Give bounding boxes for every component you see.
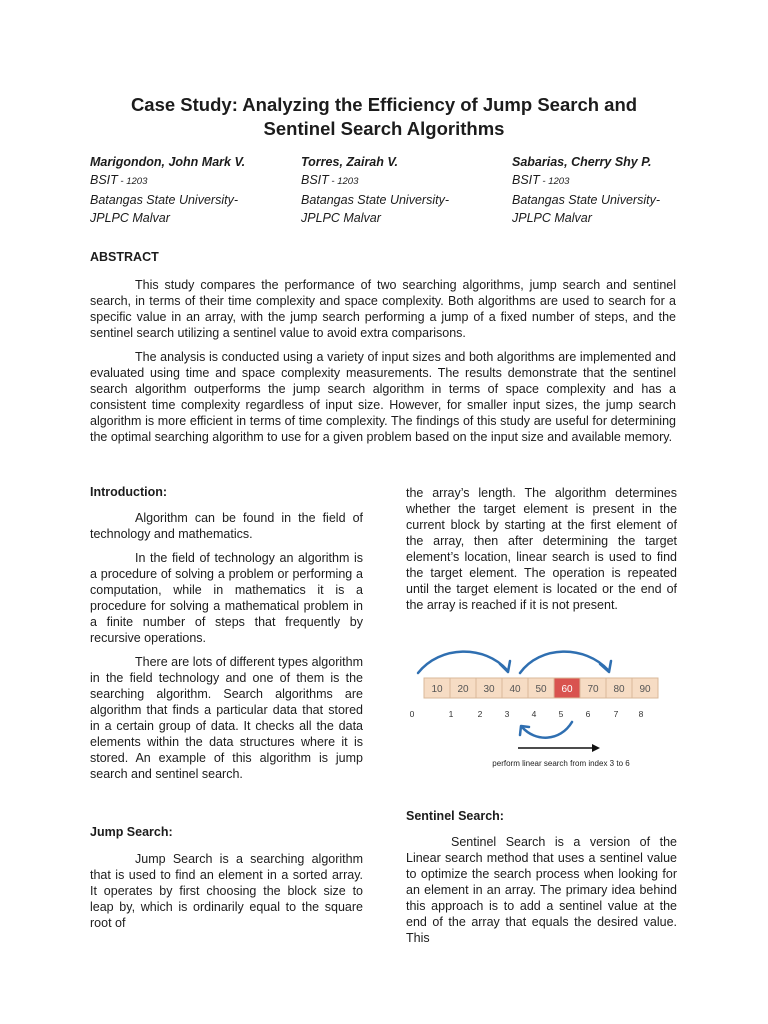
sentinel-search-paragraph: Sentinel Search is a version of the Linear search method that uses a sentinel value to optimize the search process when looking for an element in an array. The primary idea behind this approach is to add a sentinel value at the end of the array that equals the desired value. This <box>406 835 677 945</box>
author-university: Batangas State University- <box>512 193 660 207</box>
section-code: - 1203 <box>117 176 148 187</box>
right-column <box>406 485 677 613</box>
intro-paragraph-2: In the field of technology an algorithm is a procedure of solving a problem or performing a computation, while in mathematics it is a procedure for solving a mathematical problem in a finite number of steps that frequently by recursive operations. <box>90 551 363 645</box>
array-index: 2 <box>477 709 483 719</box>
section-code: - 1203 <box>328 176 359 187</box>
array-value: 20 <box>457 684 469 695</box>
array-value: 30 <box>483 684 495 695</box>
author-program <box>301 171 511 191</box>
paper-title <box>40 93 728 141</box>
section-code: - 1203 <box>539 176 570 187</box>
abstract-heading: ABSTRACT <box>90 250 159 264</box>
linear-scan-arrow-head <box>592 744 600 752</box>
array-index: 1 <box>448 709 454 719</box>
author-name: Sabarias, Cherry Shy P. <box>512 155 652 169</box>
author-university: Batangas State University- <box>90 193 238 207</box>
figure-caption: perform linear search from index 3 to 6 <box>492 759 630 768</box>
sentinel-search-heading: Sentinel Search: <box>406 809 504 823</box>
array-value: 70 <box>587 684 599 695</box>
array-index: 5 <box>558 709 564 719</box>
array-index: 8 <box>638 709 644 719</box>
jump-arrow-2 <box>520 652 608 673</box>
array-value: 90 <box>639 684 651 695</box>
author-name: Marigondon, John Mark V. <box>90 155 246 169</box>
array-indices <box>410 709 644 719</box>
author-campus: JPLPC Malvar <box>301 211 381 225</box>
author-university: Batangas State University- <box>301 193 449 207</box>
author-block-3 <box>512 153 722 227</box>
abstract-body <box>90 277 676 445</box>
array-value: 60 <box>561 684 573 695</box>
abstract-paragraph-2: The analysis is conducted using a variety of input sizes and both algorithms are implemented and evaluated using time and space complexity measurements. The results demonstrate that the sentinel search algorithm outperforms the jump search algorithm in terms of space complexity and has a consistent time complexity regardless of input size. However, for smaller input sizes, the jump search algorithm is more efficient in terms of time complexity. The findings of this study are useful for determining the optimal searching algorithm to use for a given problem based on the input size and available memory. <box>90 350 676 444</box>
array-value: 40 <box>509 684 521 695</box>
array-index: 3 <box>504 709 510 719</box>
author-block-2 <box>301 153 511 227</box>
jump-search-figure <box>400 630 690 780</box>
program-code: BSIT <box>512 173 540 187</box>
author-program <box>90 171 300 191</box>
array-value: 10 <box>431 684 443 695</box>
jump-arrow-1 <box>418 652 507 673</box>
intro-paragraph-3: There are lots of different types algorithm in the field technology and one of them is the searching algorithm. Search algorithms are algorithm that finds a particular data that stored in a certain group of data. It checks all the data elements within the data structures where it is stored. An example of this algorithm is jump search and sentinel search. <box>90 655 363 781</box>
array-value: 50 <box>535 684 547 695</box>
author-campus: JPLPC Malvar <box>90 211 170 225</box>
array-index: 4 <box>531 709 537 719</box>
author-campus: JPLPC Malvar <box>512 211 592 225</box>
left-column <box>90 510 363 782</box>
array-cells <box>424 678 658 698</box>
title-line-1: Case Study: Analyzing the Efficiency of Jump Search and <box>130 94 638 115</box>
array-index: 0 <box>409 709 415 719</box>
program-code: BSIT <box>301 173 329 187</box>
intro-paragraph-1: Algorithm can be found in the field of technology and mathematics. <box>90 511 363 541</box>
intro-heading: Introduction: <box>90 485 168 499</box>
abstract-paragraph-1: This study compares the performance of two searching algorithms, jump search and sentinel search, in terms of their time complexity and space complexity. Both algorithms are used to search for a specific value in an array, with the jump search performing a jump of a fixed number of steps, and the sentinel search utilizing a sentinel value to avoid extra comparisons. <box>90 278 676 340</box>
jump-search-paragraph-continued: the array’s length. The algorithm determines whether the target element is present in the current block by starting at the first element of the array, then after determining the target element’s location, linear search is used to find the target element. The operation is repeated until the target element is located or the end of the array is reached if it is not present. <box>406 486 677 612</box>
author-name: Torres, Zairah V. <box>301 155 399 169</box>
jump-search-paragraph: Jump Search is a searching algorithm that is used to find an element in a sorted array. It operates by first choosing the block size to leap by, which is ordinarily equal to the square root of <box>90 852 363 930</box>
back-arrow <box>522 722 572 738</box>
jump-search-body <box>90 851 363 931</box>
array-index: 7 <box>613 709 619 719</box>
author-program <box>512 171 722 191</box>
array-index: 6 <box>585 709 591 719</box>
sentinel-search-body <box>406 834 677 946</box>
author-block-1 <box>90 153 300 227</box>
program-code: BSIT <box>90 173 118 187</box>
array-value: 80 <box>613 684 625 695</box>
title-line-2: Sentinel Search Algorithms <box>263 118 505 139</box>
jump-search-heading: Jump Search: <box>90 825 173 839</box>
